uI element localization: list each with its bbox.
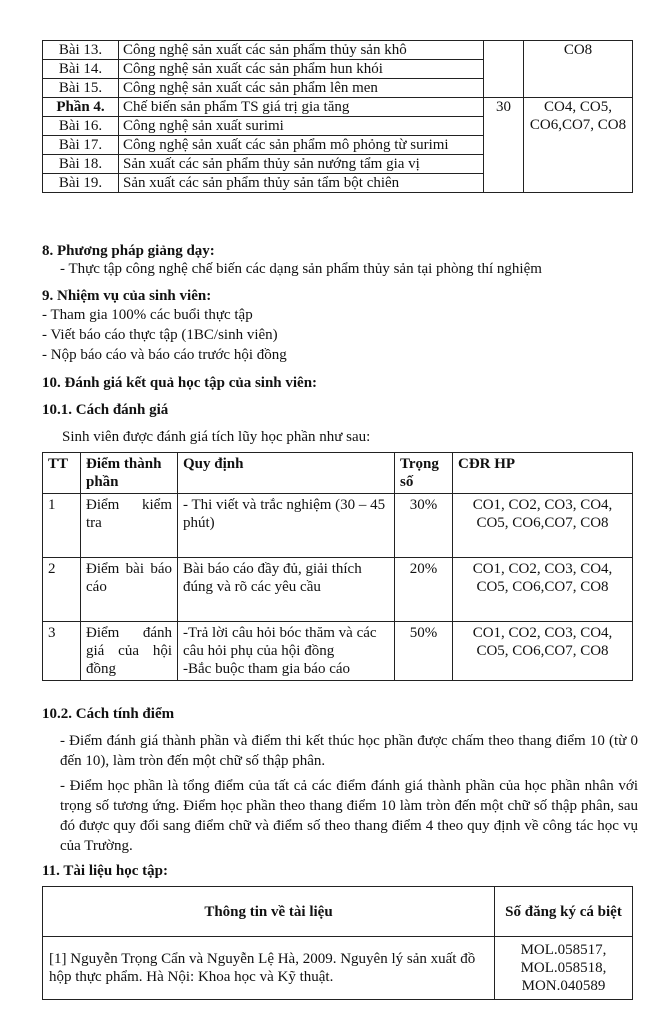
weight-value: 50%	[395, 622, 453, 681]
outcomes-value: CO1, CO2, CO3, CO4, CO5, CO6,CO7, CO8	[453, 558, 633, 622]
column-header: TT	[43, 453, 81, 494]
hours-cell	[484, 41, 524, 98]
task-item: - Tham gia 100% các buổi thực tập	[42, 307, 253, 323]
row-number: 2	[43, 558, 81, 622]
lesson-number: Bài 16.	[43, 117, 119, 136]
outcomes-value: CO1, CO2, CO3, CO4, CO5, CO6,CO7, CO8	[453, 494, 633, 558]
rule-text: - Thi viết và trắc nghiệm (30 – 45 phút)	[178, 494, 395, 558]
part-title: Chế biến sản phẩm TS giá trị gia tăng	[119, 98, 484, 117]
evaluation-table	[42, 452, 633, 681]
lesson-number: Bài 14.	[43, 60, 119, 79]
table-row	[43, 98, 633, 117]
lesson-title: Sản xuất các sản phẩm thủy sản nướng tẩm gia vị	[119, 155, 484, 174]
lesson-title: Sản xuất các sản phẩm thủy sản tẩm bột chiên	[119, 174, 484, 193]
component-name: Điểm bài báo cáo	[81, 558, 178, 622]
lesson-number: Bài 18.	[43, 155, 119, 174]
grading-paragraph: - Điểm học phần là tổng điểm của tất cả các điểm đánh giá thành phần của học phần nhân với trọng số tương ứng. Điểm học phần theo thang điểm 10 làm tròn đến một chữ số thập phân, sau đó được quy đổi sang điểm chữ và điểm số theo thang điểm 4 theo quy định về công tác học vụ của Trường.	[60, 778, 638, 854]
outcomes-value: CO1, CO2, CO3, CO4, CO5, CO6,CO7, CO8	[453, 622, 633, 681]
part-number: Phần 4.	[43, 98, 119, 117]
task-item: - Viết báo cáo thực tập (1BC/sinh viên)	[42, 327, 278, 343]
lesson-title: Công nghệ sản xuất các sản phẩm hun khói	[119, 60, 484, 79]
table-row	[43, 937, 633, 1000]
row-number: 1	[43, 494, 81, 558]
table-row	[43, 558, 633, 622]
table-header-row	[43, 453, 633, 494]
lesson-title: Công nghệ sản xuất các sản phẩm mô phỏng từ surimi	[119, 136, 484, 155]
column-header: Thông tin về tài liệu	[43, 887, 495, 937]
table-header-row	[43, 887, 633, 937]
section-11-heading: 11. Tài liệu học tập:	[42, 863, 168, 879]
rule-text: -Bắc buộc tham gia báo cáo	[183, 661, 351, 677]
lesson-number: Bài 15.	[43, 79, 119, 98]
section-8-heading: 8. Phương pháp giảng dạy:	[42, 243, 215, 259]
column-header: Trọng số	[395, 453, 453, 494]
table-row	[43, 41, 633, 60]
task-item: - Nộp báo cáo và báo cáo trước hội đồng	[42, 347, 287, 363]
rule-text: Bài báo cáo đầy đủ, giải thích đúng và rõ các yêu cầu	[178, 558, 395, 622]
hours-cell: 30	[484, 98, 524, 193]
lesson-number: Bài 17.	[43, 136, 119, 155]
section-10-heading: 10. Đánh giá kết quả học tập của sinh viên:	[42, 375, 318, 391]
column-header: Quy định	[178, 453, 395, 494]
weight-value: 20%	[395, 558, 453, 622]
teaching-method-line: - Thực tập công nghệ chế biến các dạng sản phẩm thủy sản tại phòng thí nghiệm	[60, 261, 542, 277]
reference-info: [1] Nguyễn Trọng Cẩn và Nguyễn Lệ Hà, 2009. Nguyên lý sản xuất đồ hộp thực phẩm. Hà Nội: Khoa học và Kỹ thuật.	[43, 937, 495, 1000]
lesson-number: Bài 13.	[43, 41, 119, 60]
outcomes-cell: CO8	[524, 41, 633, 98]
component-name: Điểm đánh giá của hội đồng	[81, 622, 178, 681]
lesson-number: Bài 19.	[43, 174, 119, 193]
lesson-title: Công nghệ sản xuất các sản phẩm lên men	[119, 79, 484, 98]
section-10-2-heading: 10.2. Cách tính điểm	[42, 706, 175, 722]
component-name: Điểm kiểm tra	[81, 494, 178, 558]
section-10-1-heading: 10.1. Cách đánh giá	[42, 402, 169, 418]
registration-number: MOL.058517, MOL.058518, MON.040589	[495, 937, 633, 1000]
weight-value: 30%	[395, 494, 453, 558]
rule-cell	[178, 622, 395, 681]
lesson-title: Công nghệ sản xuất các sản phẩm thủy sản khô	[119, 41, 484, 60]
column-header: Điểm thành phần	[81, 453, 178, 494]
table-row	[43, 494, 633, 558]
outcomes-cell: CO4, CO5, CO6,CO7, CO8	[524, 98, 633, 193]
curriculum-table	[42, 40, 633, 193]
column-header: CĐR HP	[453, 453, 633, 494]
grading-paragraph: - Điểm đánh giá thành phần và điểm thi kết thúc học phần được chấm theo thang điểm 10 (từ 0 đến 10), làm tròn đến một chữ số thập phân.	[60, 733, 638, 769]
row-number: 3	[43, 622, 81, 681]
lesson-title: Công nghệ sản xuất surimi	[119, 117, 484, 136]
table-row	[43, 622, 633, 681]
references-table	[42, 886, 633, 1000]
column-header: Số đăng ký cá biệt	[495, 887, 633, 937]
evaluation-intro: Sinh viên được đánh giá tích lũy học phần như sau:	[62, 429, 371, 445]
section-9-heading: 9. Nhiệm vụ của sinh viên:	[42, 288, 212, 304]
rule-text: -Trả lời câu hỏi bóc thăm và các câu hỏi phụ của hội đồng	[183, 625, 377, 659]
